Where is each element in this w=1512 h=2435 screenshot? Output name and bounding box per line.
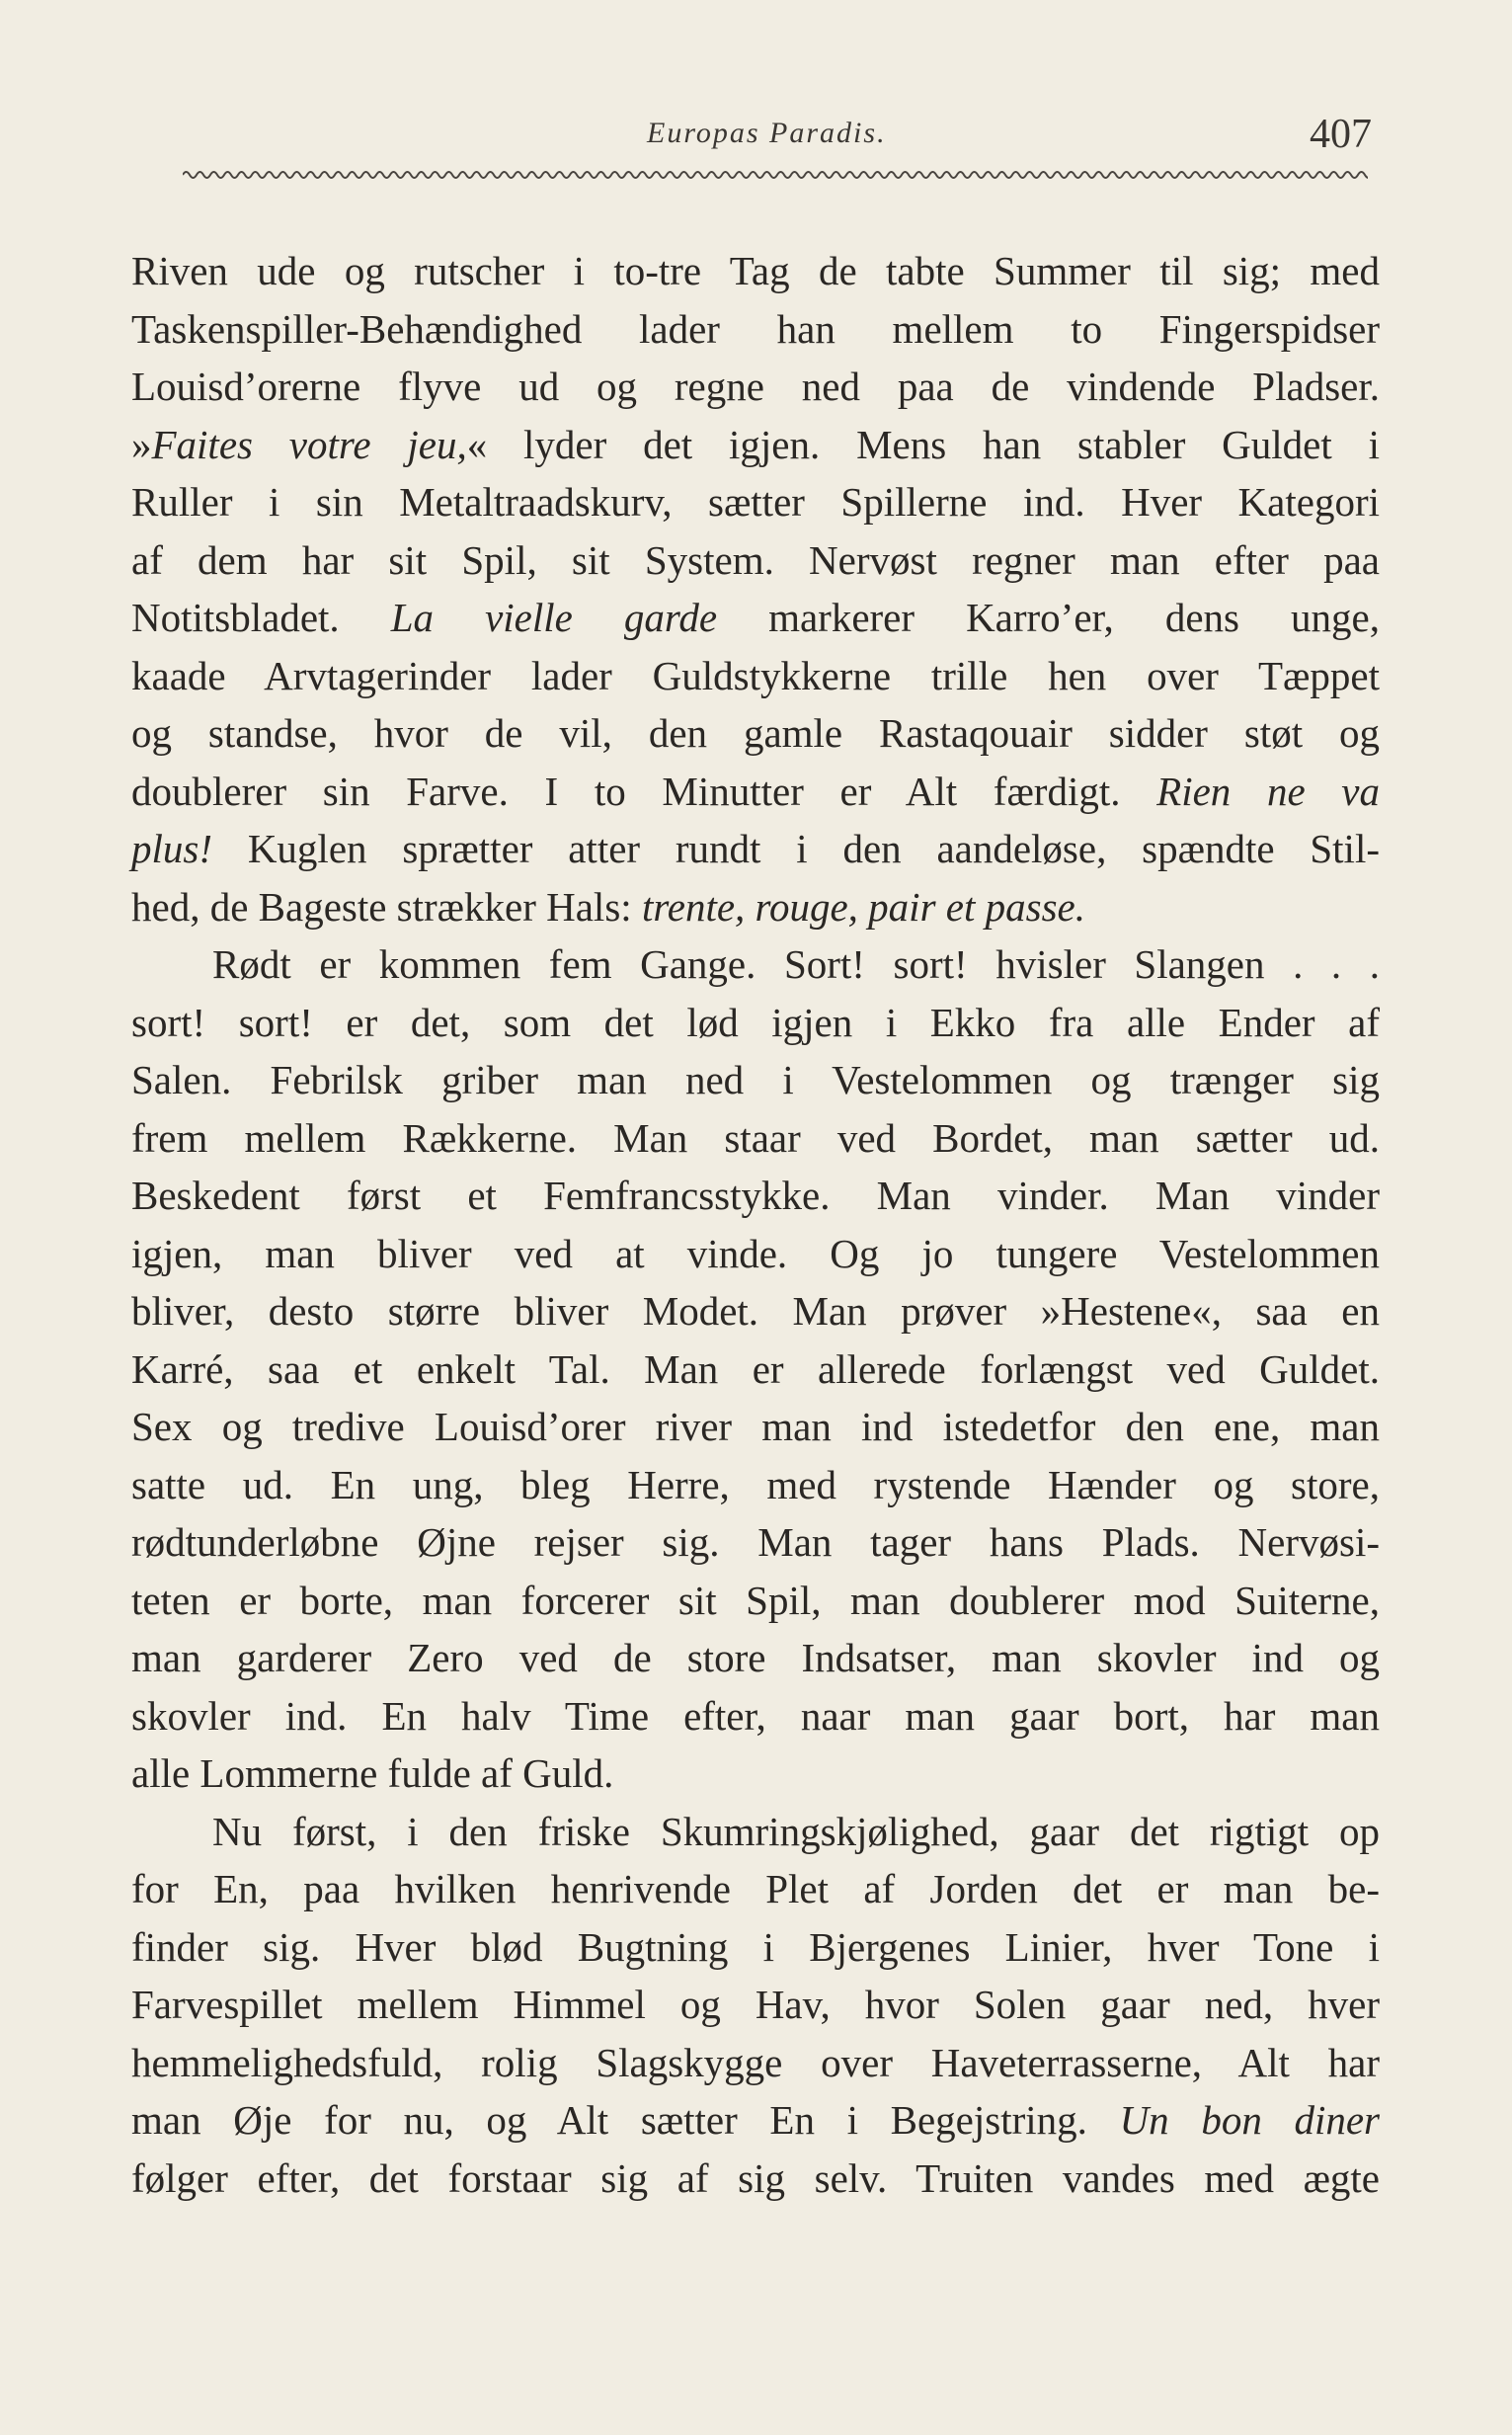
text-line — [131, 242, 1380, 300]
text-run: Salen. Febrilsk griber man ned i Vestelommen og trænger sig — [131, 1057, 1380, 1102]
text-run: Rødt er kommen fem Gange. Sort! sort! hvisler Slangen . . . — [212, 941, 1380, 987]
text-run: satte ud. En ung, bleg Herre, med rystende Hænder og store, — [131, 1461, 1380, 1507]
text-line — [131, 473, 1380, 531]
text-line — [131, 2034, 1380, 2092]
text-run: kaade Arvtagerinder lader Guldstykkerne trille hen over Tæppet — [131, 652, 1380, 698]
text-run: Karré, saa et enkelt Tal. Man er allerede forlængst ved Guldet. — [131, 1345, 1380, 1392]
text-line — [131, 2091, 1380, 2150]
text-line — [131, 647, 1380, 705]
page-number: 407 — [1310, 112, 1372, 157]
text-run: og standse, hvor de vil, den gamle Rastaqouair sidder støt og — [131, 710, 1380, 756]
text-line — [131, 1629, 1380, 1687]
text-line — [131, 1918, 1380, 1977]
text-line — [131, 935, 1380, 994]
text-line — [131, 1225, 1380, 1283]
text-line — [131, 2150, 1380, 2208]
text-run: « lyder det igjen. Mens han stabler Guldet i — [466, 421, 1380, 467]
text-line — [131, 1340, 1380, 1399]
body-text — [131, 242, 1380, 2207]
text-run: Kuglen sprætter atter rundt i den aandeløse, spændte Stil- — [212, 826, 1380, 871]
text-line — [131, 1167, 1380, 1225]
text-run: doublerer sin Farve. I to Minutter er Alt færdigt. — [131, 768, 1157, 814]
text-run: Ruller i sin Metaltraadskurv, sætter Spillerne ind. Hver Kategori — [131, 479, 1380, 525]
text-line — [131, 416, 1380, 474]
text-line — [131, 1051, 1380, 1109]
text-run: » — [131, 421, 152, 467]
text-run: frem mellem Rækkerne. Man staar ved Bordet, man sætter ud. — [131, 1114, 1380, 1161]
text-run: Beskedent først et Femfrancsstykke. Man vinder. Man vinder — [131, 1173, 1380, 1218]
running-title: Europas Paradis. — [647, 117, 887, 149]
text-line — [131, 358, 1380, 416]
text-run: Taskenspiller-Behændighed lader han mellem to Fingerspidser — [131, 305, 1380, 352]
italic-run: Rien ne va — [1156, 768, 1381, 814]
text-run: Louisd’orerne flyve ud og regne ned paa de vindende Pladser. — [131, 364, 1380, 409]
text-run: Sex og tredive Louisd’orer river man ind istedetfor den ene, man — [131, 1404, 1380, 1449]
text-run: markerer Karro’er, dens unge, — [717, 595, 1380, 640]
text-run: finder sig. Hver blød Bugtning i Bjergenes Linier, hver Tone i — [131, 1923, 1380, 1970]
text-run: Nu først, i den friske Skumringskjølighed, gaar det rigtigt op — [212, 1808, 1380, 1854]
text-line — [131, 1456, 1380, 1514]
italic-run: Un bon diner — [1119, 2097, 1381, 2143]
italic-run: La vielle garde — [390, 595, 718, 640]
text-run: man garderer Zero ved de store Indsatser, man skovler ind og — [131, 1635, 1380, 1680]
text-line — [131, 1687, 1380, 1745]
italic-run: trente, rouge, pair et passe. — [641, 883, 1085, 930]
text-line — [131, 1803, 1380, 1861]
text-run: for En, paa hvilken henrivende Plet af Jorden det er man be- — [131, 1866, 1380, 1911]
italic-run: Faites votre jeu, — [151, 421, 467, 467]
text-line — [131, 763, 1380, 821]
text-line — [131, 1282, 1380, 1340]
text-line — [131, 300, 1380, 359]
text-line — [131, 589, 1380, 647]
text-line — [131, 1513, 1380, 1572]
text-run: teten er borte, man forcerer sit Spil, man doublerer mod Suiterne, — [131, 1577, 1380, 1623]
text-line — [131, 1976, 1380, 2034]
text-run: følger efter, det forstaar sig af sig selv. Truiten vandes med ægte — [131, 2154, 1380, 2201]
text-line — [131, 994, 1380, 1052]
text-run: rødtunderløbne Øjne rejser sig. Man tager hans Plads. Nervøsi- — [131, 1519, 1380, 1565]
text-run: Farvespillet mellem Himmel og Hav, hvor Solen gaar ned, hver — [131, 1982, 1380, 2027]
text-line — [131, 1745, 1380, 1803]
decorative-wavy-rule — [183, 160, 1368, 190]
text-run: hed, de Bageste strækker Hals: — [131, 883, 642, 930]
text-run: igjen, man bliver ved at vinde. Og jo tungere Vestelommen — [131, 1230, 1380, 1276]
text-run: hemmelighedsfuld, rolig Slagskygge over Haveterrasserne, Alt har — [131, 2039, 1380, 2085]
italic-run: plus! — [131, 826, 212, 871]
text-line — [131, 1572, 1380, 1630]
text-line — [131, 531, 1380, 590]
text-line — [131, 704, 1380, 763]
text-line — [131, 820, 1380, 878]
text-run: sort! sort! er det, som det lød igjen i Ekko fra alle Ender af — [131, 999, 1380, 1045]
text-run: alle Lommerne fulde af Guld. — [131, 1750, 614, 1796]
text-run: af dem har sit Spil, sit System. Nervøst regner man efter paa — [131, 536, 1380, 583]
text-run: man Øje for nu, og Alt sætter En i Begejstring. — [131, 2097, 1120, 2143]
text-run: Riven ude og rutscher i to-tre Tag de tabte Summer til sig; med — [131, 248, 1380, 293]
text-line — [131, 1398, 1380, 1456]
text-run: skovler ind. En halv Time efter, naar man gaar bort, har man — [131, 1692, 1380, 1739]
text-run: bliver, desto større bliver Modet. Man prøver »Hestene«, saa en — [131, 1288, 1380, 1334]
text-line — [131, 1860, 1380, 1918]
text-run: Notitsbladet. — [131, 595, 391, 640]
text-line — [131, 1109, 1380, 1168]
text-line — [131, 878, 1380, 936]
